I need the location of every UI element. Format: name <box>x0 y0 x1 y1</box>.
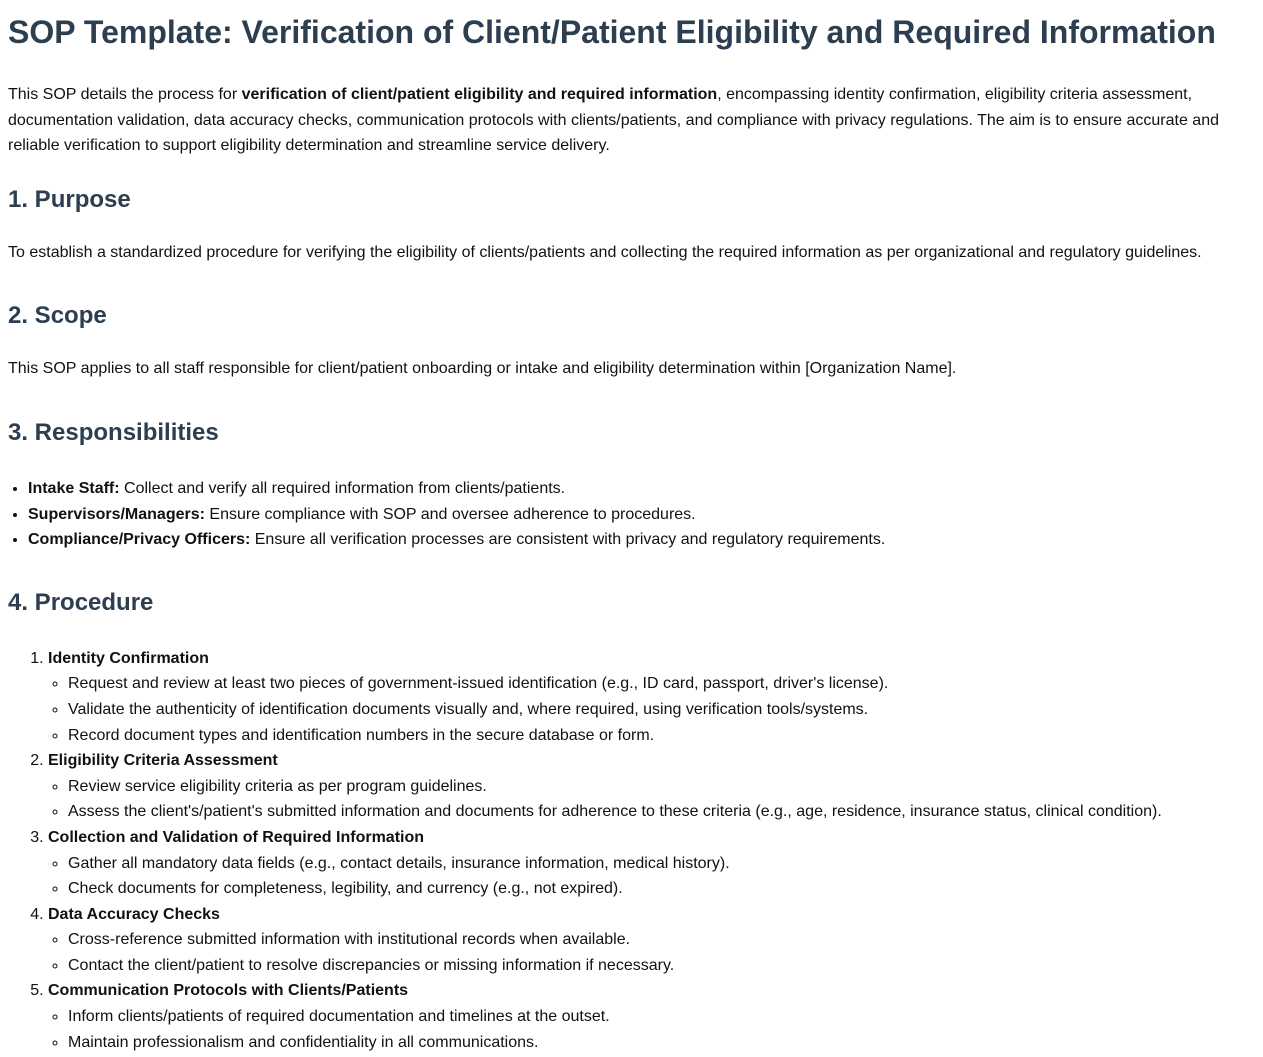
scope-text: This SOP applies to all staff responsible for client/patient onboarding or intake and eligibility determination within [Organization Name]. <box>8 360 957 378</box>
step-title: Data Accuracy Checks <box>48 905 220 923</box>
substep-item: ◦ Request and review at least two pieces of government-issued identification (e.g., ID card, passport, driver's license). <box>68 671 1255 697</box>
step-substeps <box>48 774 1255 825</box>
responsibilities-heading: 3. Responsibilities <box>8 418 219 446</box>
step-title: Communication Protocols with Clients/Patients <box>48 982 409 1000</box>
substep-item: ◦ Cross-reference submitted information with institutional records when available. <box>68 927 1255 953</box>
intro-bold: verification of client/patient eligibility and required information <box>241 86 718 103</box>
substep-item: ◦ Review service eligibility criteria as per program guidelines. <box>68 774 1255 800</box>
responsibility-text: Ensure compliance with SOP and oversee adherence to procedures. <box>204 505 696 523</box>
intro-suffix: , encompassing identity confirmation, eligibility criteria assessment, documentation validation, data accuracy checks, communication protocols with clients/patients, and compliance with privacy regulations. The aim is to ensure accurate and reliable verification to support eligibility determination and streamline service delivery. <box>8 86 1219 155</box>
substep-item: ◦ Gather all mandatory data fields (e.g., contact details, insurance information, medical history). <box>68 851 1255 877</box>
procedure-step <box>48 646 1255 748</box>
responsibility-item <box>28 502 1255 528</box>
responsibilities-list <box>8 476 1255 553</box>
step-title: Eligibility Criteria Assessment <box>48 752 278 770</box>
step-substeps <box>48 671 1255 748</box>
scope-heading: 2. Scope <box>8 302 107 330</box>
substep-item: ◦ Contact the client/patient to resolve discrepancies or missing information if necessary. <box>68 953 1255 979</box>
procedure-step <box>48 825 1255 902</box>
procedure-heading: 4. Procedure <box>8 588 154 616</box>
procedure-step <box>48 748 1255 825</box>
intro-paragraph <box>8 82 1255 159</box>
substep-item: ◦ Maintain professionalism and confidentiality in all communications. <box>68 1030 1255 1056</box>
step-substeps <box>48 1004 1255 1055</box>
substep-item: ◦ Check documents for completeness, legibility, and currency (e.g., not expired). <box>68 876 1255 902</box>
page-title: SOP Template: Verification of Client/Patient Eligibility and Required Information <box>8 14 1216 50</box>
procedure-steps <box>8 646 1255 1056</box>
responsibility-role: Compliance/Privacy Officers: <box>28 531 251 549</box>
responsibility-text: Collect and verify all required information from clients/patients. <box>119 479 566 497</box>
responsibility-text: Ensure all verification processes are consistent with privacy and regulatory requirements. <box>250 531 886 549</box>
intro-prefix: This SOP details the process for <box>8 86 242 103</box>
step-substeps <box>48 851 1255 902</box>
step-title: Collection and Validation of Required Information <box>48 828 425 846</box>
purpose-text: To establish a standardized procedure for verifying the eligibility of clients/patients and collecting the required information as per organizational and regulatory guidelines. <box>8 243 1202 261</box>
responsibility-item <box>28 527 1255 553</box>
responsibility-role: Supervisors/Managers: <box>28 505 205 523</box>
step-substeps <box>48 927 1255 978</box>
responsibility-role: Intake Staff: <box>28 479 120 497</box>
substep-item: ◦ Assess the client's/patient's submitted information and documents for adherence to these criteria (e.g., age, residence, insurance status, clinical condition). <box>68 799 1255 825</box>
substep-item: ◦ Inform clients/patients of required documentation and timelines at the outset. <box>68 1004 1255 1030</box>
purpose-heading: 1. Purpose <box>8 185 131 213</box>
procedure-step <box>48 978 1255 1055</box>
substep-item: ◦ Validate the authenticity of identification documents visually and, where required, using verification tools/systems. <box>68 697 1255 723</box>
document <box>0 10 1263 1055</box>
procedure-step <box>48 902 1255 979</box>
step-title: Identity Confirmation <box>48 649 209 667</box>
responsibility-item <box>28 476 1255 502</box>
substep-item: ◦ Record document types and identification numbers in the secure database or form. <box>68 723 1255 749</box>
